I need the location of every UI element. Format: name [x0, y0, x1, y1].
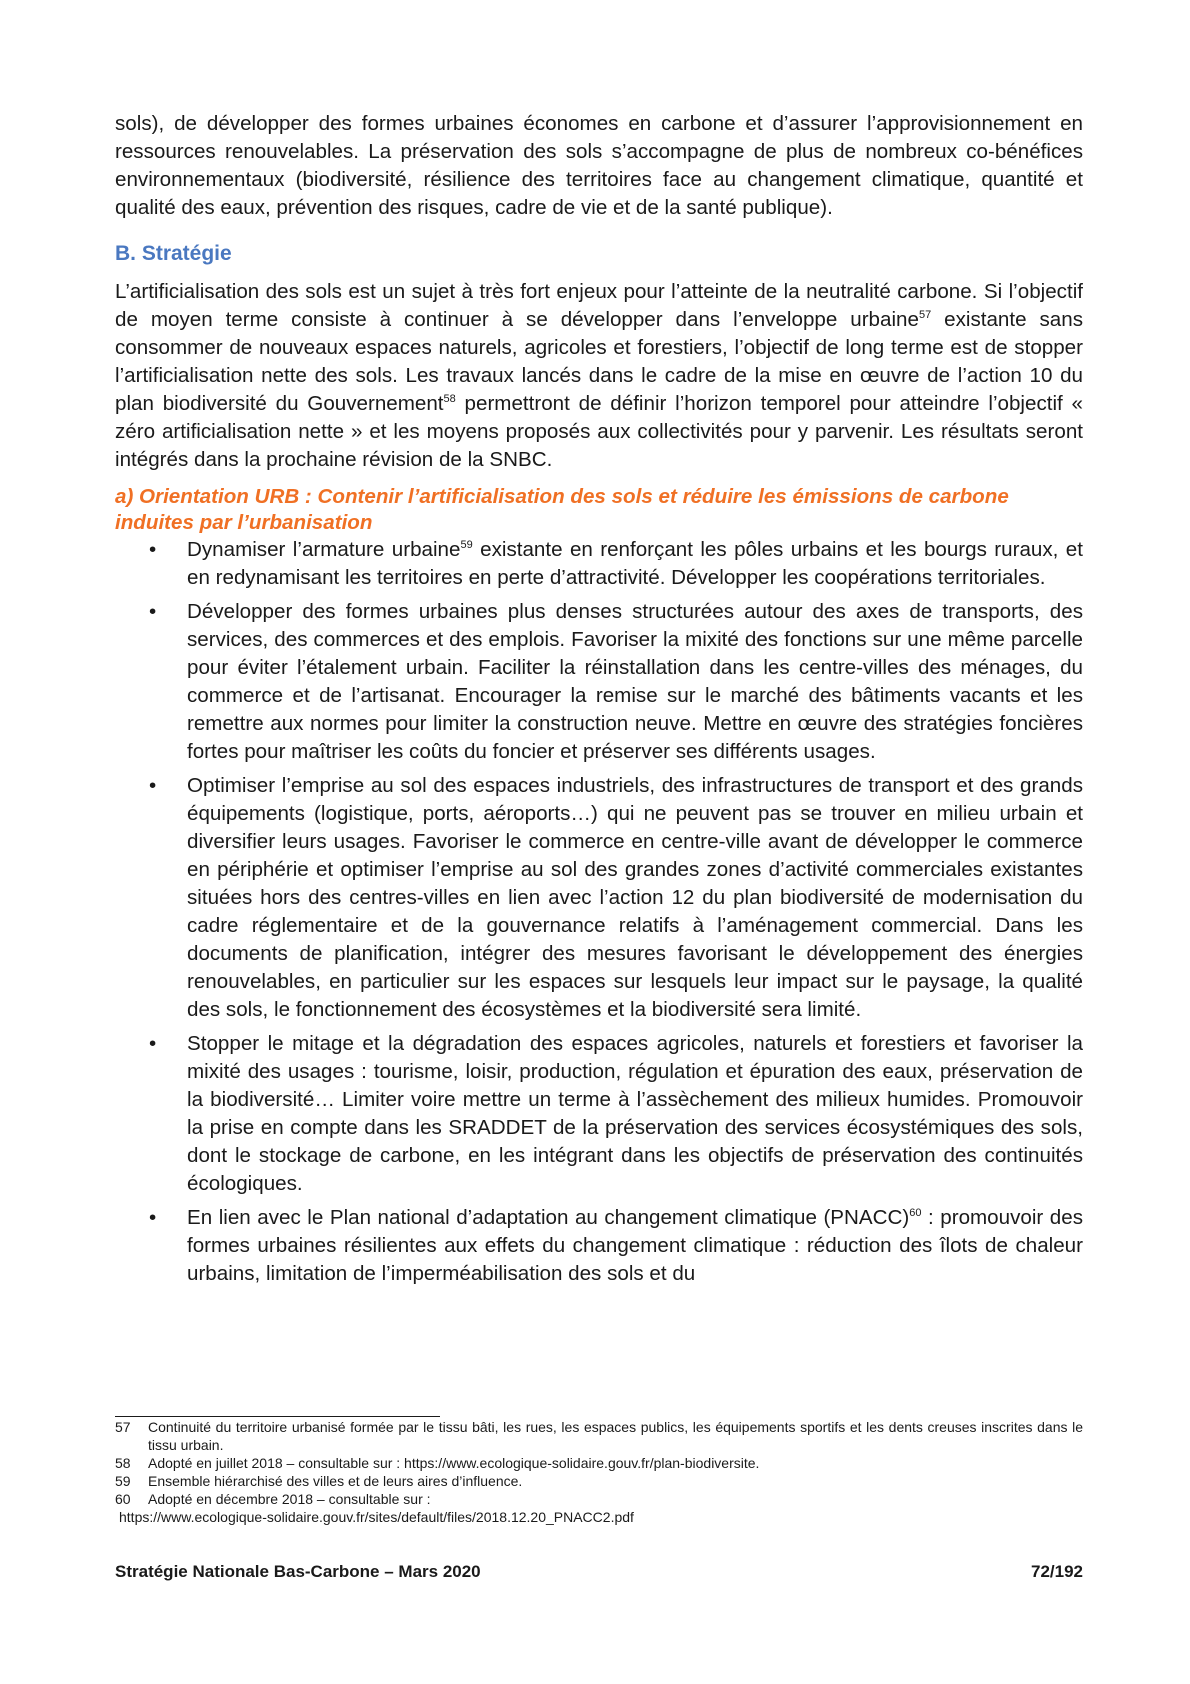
strategy-paragraph: [115, 278, 1083, 474]
bullet-icon: •: [149, 538, 157, 561]
intro-paragraph: sols), de développer des formes urbaines économes en carbone et d’assurer l’approvisionnement en ressources renouvelables. La préservation des sols s’accompagne de plus de nombreux co-bénéfices environnementaux (biodiversité, résilience des territoires face au changement climatique, quantité et qualité des eaux, prévention des risques, cadre de vie et de la santé publique).: [115, 112, 1083, 219]
footnote-ref-60[interactable]: 60: [909, 1207, 922, 1219]
bullet-icon: •: [149, 774, 157, 797]
bullet-text: Dynamiser l’armature urbaine: [187, 538, 461, 561]
section-heading: B. Stratégie: [115, 242, 232, 265]
list-item: [115, 1030, 1083, 1198]
footnote-number: 58: [115, 1455, 131, 1471]
bullet-text: Stopper le mitage et la dégradation des espaces agricoles, naturels et forestiers et favoriser la mixité des usages : tourisme, loisir, production, régulation et épuration des eaux, préservation de la biodiversité… Limiter voire mettre un terme à l’assèchement des milieux humides. Promouvoir la prise en compte dans les SRADDET de la préservation des services écosystémiques des sols, dont le stockage de carbone, en les intégrant dans les objectifs de préservation des continuités écologiques.: [187, 1032, 1083, 1195]
footnote-ref-59[interactable]: 59: [460, 539, 473, 551]
bullet-icon: •: [149, 1206, 157, 1229]
orientation-bullet-list: [115, 536, 1083, 1288]
orientation-heading: a) Orientation URB : Contenir l’artificialisation des sols et réduire les émissions de carbone induites par l’urbanisation: [115, 485, 1009, 534]
page-number: 72/192: [1031, 1562, 1083, 1581]
strategy-text-1: L’artificialisation des sols est un sujet à très fort enjeux pour l’atteinte de la neutralité carbone. Si l’objectif de moyen terme consiste à continuer à se développer dans l’enveloppe urbaine: [115, 280, 1083, 331]
list-item: [115, 1204, 1083, 1288]
strategy-text-2: existante sans consommer de nouveaux espaces naturels, agricoles et forestiers, l’objectif de long terme est de stopper l’artificialisation nette des sols. Les travaux lancés dans le cadre de la mise en œuvre de l’action 10 du plan biodiversité du Gouvernement: [115, 308, 1083, 415]
footnote-60: [115, 1490, 1083, 1508]
main-content: [115, 110, 1083, 1294]
footnote-text: Adopté en décembre 2018 – consultable sur :: [148, 1491, 431, 1507]
footer-title: Stratégie Nationale Bas-Carbone – Mars 2020: [115, 1562, 481, 1581]
footnotes-section: [115, 1418, 1083, 1526]
bullet-text: Développer des formes urbaines plus denses structurées autour des axes de transports, des services, des commerces et des emplois. Favoriser la mixité des fonctions sur une même parcelle pour éviter l’étalement urbain. Faciliter la réinstallation dans les centre-villes des ménages, du commerce et de l’artisanat. Encourager la remise sur le marché des bâtiments vacants et les remettre aux normes pour limiter la construction neuve. Mettre en œuvre des stratégies foncières fortes pour maîtriser les coûts du foncier et préserver ses différents usages.: [187, 600, 1083, 763]
bullet-icon: •: [149, 600, 157, 623]
bullet-text: En lien avec le Plan national d’adaptation au changement climatique (PNACC): [187, 1206, 910, 1229]
strategy-text-3: permettront de définir l’horizon temporel pour atteindre l’objectif « zéro artificialisation nette » et les moyens proposés aux collectivités pour y parvenir. Les résultats seront intégrés dans la prochaine révision de la SNBC.: [115, 392, 1083, 471]
footnote-divider: [115, 1416, 440, 1417]
footnote-57: [115, 1418, 1083, 1454]
list-item: [115, 598, 1083, 766]
footnote-text: Ensemble hiérarchisé des villes et de leurs aires d’influence.: [148, 1473, 523, 1489]
list-item: [115, 772, 1083, 1024]
footnote-ref-57[interactable]: 57: [918, 309, 932, 321]
footnote-ref-58[interactable]: 58: [443, 393, 456, 405]
bullet-text: Optimiser l’emprise au sol des espaces industriels, des infrastructures de transport et des grands équipements (logistique, ports, aéroports…) qui ne peuvent pas se trouver en milieu urbain et diversifier leurs usages. Favoriser le commerce en centre-ville avant de développer le commerce en périphérie et optimiser l’emprise au sol des grandes zones d’activité commerciales existantes situées hors des centres-villes en lien avec l’action 12 du plan biodiversité de modernisation du cadre réglementaire et de la gouvernance relatifs à l’aménagement commercial. Dans les documents de planification, intégrer des mesures favorisant le développement des énergies renouvelables, en particulier sur les espaces sur lesquels leur impact sur le paysage, la qualité des sols, le fonctionnement des écosystèmes et la biodiversité sera limité.: [187, 774, 1083, 1021]
footnote-60-url[interactable]: https://www.ecologique-solidaire.gouv.fr/sites/default/files/2018.12.20_PNACC2.pdf: [119, 1509, 634, 1525]
bullet-text-cont: existante en renforçant les pôles urbains et les bourgs ruraux, et en redynamisant les territoires en perte d’attractivité. Développer les coopérations territoriales.: [187, 538, 1083, 589]
footnote-58: [115, 1454, 1083, 1472]
footnote-number: 57: [115, 1419, 131, 1435]
footnote-text: Continuité du territoire urbanisé formée par le tissu bâti, les rues, les espaces publics, les équipements sportifs et les dents creuses inscrites dans le tissu urbain.: [148, 1419, 1083, 1453]
footnote-number: 60: [115, 1491, 131, 1507]
list-item: [115, 536, 1083, 592]
footnote-text[interactable]: Adopté en juillet 2018 – consultable sur : https://www.ecologique-solidaire.gouv.fr/plan-biodiversite.: [148, 1455, 760, 1471]
bullet-icon: •: [149, 1032, 157, 1055]
footnote-59: [115, 1472, 1083, 1490]
footnote-number: 59: [115, 1473, 131, 1489]
bullet-text-cont: : promouvoir des formes urbaines résilientes aux effets du changement climatique : réduction des îlots de chaleur urbains, limitation de l’imperméabilisation des sols et du: [187, 1206, 1083, 1285]
